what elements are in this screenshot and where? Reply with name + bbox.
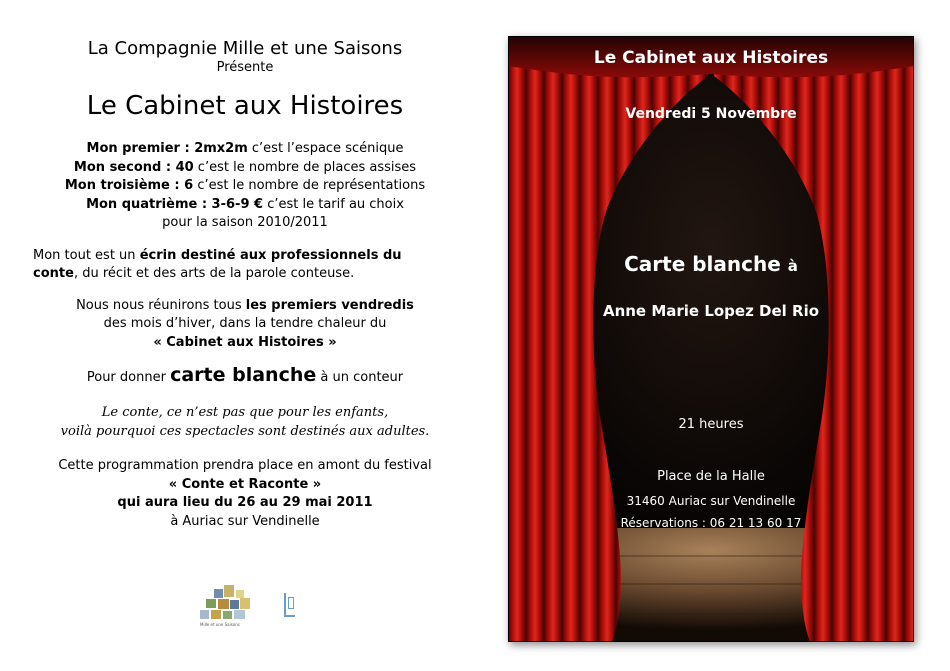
audience-note-line: Le conte, ce n’est pas que pour les enfants,	[101, 405, 389, 420]
carte-blanche-line	[20, 362, 470, 391]
riddle-value: c’est le nombre de représentations	[193, 178, 426, 193]
riddle-value: c’est l’espace scénique	[247, 141, 404, 156]
riddle-block	[20, 140, 470, 233]
riddle-value: c’est le nombre de places assises	[193, 159, 417, 175]
emphasis-text: les premiers vendredis	[245, 297, 414, 313]
audience-note-line: voilà pourquoi ces spectacles sont destinés aux adultes.	[60, 424, 430, 439]
preposition-text: à	[787, 257, 798, 275]
riddle-key: Mon second : 40	[73, 159, 194, 175]
event-poster	[508, 36, 914, 642]
festival-paragraph	[20, 457, 470, 531]
text-span: des mois d’hiver, dans la tendre chaleur du	[103, 316, 387, 331]
festival-location: à Auriac sur Vendinelle	[170, 513, 320, 529]
emphasis-text: écrin destiné aux professionnels du	[139, 247, 402, 263]
poster-title: Le Cabinet aux Histoires	[593, 48, 829, 68]
logo-caption: Mille et une Saisons	[200, 622, 240, 627]
sponsor-logos	[200, 585, 320, 635]
riddle-line	[20, 177, 470, 196]
presents-label: Présente	[216, 60, 274, 75]
theatre-curtain-image	[508, 36, 914, 642]
company-logo	[200, 585, 252, 623]
artist-name: Anne Marie Lopez Del Rio	[602, 302, 820, 320]
riddle-key: Mon quatrième : 3-6-9 €	[86, 196, 264, 212]
event-date: Vendredi 5 Novembre	[625, 106, 797, 122]
season-line: pour la saison 2010/2011	[162, 215, 328, 230]
riddle-line	[20, 140, 470, 159]
riddle-line	[20, 196, 470, 215]
riddle-line	[20, 159, 470, 178]
mon-tout-paragraph	[20, 247, 470, 284]
audience-note	[20, 403, 470, 441]
festival-name: « Conte et Raconte »	[168, 476, 322, 492]
text-span: , du récit et des arts de la parole conteuse.	[73, 266, 355, 281]
emphasis-text: « Cabinet aux Histoires »	[153, 334, 337, 350]
text-span: à un conteur	[316, 370, 404, 385]
riddle-key: Mon troisième : 6	[64, 178, 194, 193]
festival-line: Cette programmation prendra place en amont du festival	[58, 458, 432, 473]
riddle-key: Mon premier : 2mx2m	[86, 141, 248, 156]
carte-blanche-heading	[508, 250, 914, 280]
venue-address: 31460 Auriac sur Vendinelle	[626, 494, 796, 508]
text-span: Pour donner	[86, 370, 171, 385]
flyer-title: Le Cabinet aux Histoires	[86, 91, 404, 121]
flyer-text-panel	[20, 38, 470, 531]
riddle-value: c’est le tarif au choix	[263, 196, 404, 212]
carte-blanche-text: Carte blanche	[624, 252, 781, 276]
company-name: La Compagnie Mille et une Saisons	[87, 38, 403, 59]
reservation-phone: Réservations : 06 21 13 60 17	[620, 516, 802, 530]
emphasis-text: conte	[33, 266, 74, 281]
carte-blanche-emphasis: carte blanche	[170, 364, 317, 386]
partner-logo	[284, 593, 295, 617]
festival-dates: qui aura lieu du 26 au 29 mai 2011	[117, 495, 373, 510]
event-time: 21 heures	[678, 417, 744, 432]
text-span: Nous nous réunirons tous	[76, 297, 246, 313]
meeting-paragraph	[20, 297, 470, 353]
text-span: Mon tout est un	[33, 247, 140, 263]
venue-name: Place de la Halle	[657, 469, 765, 484]
